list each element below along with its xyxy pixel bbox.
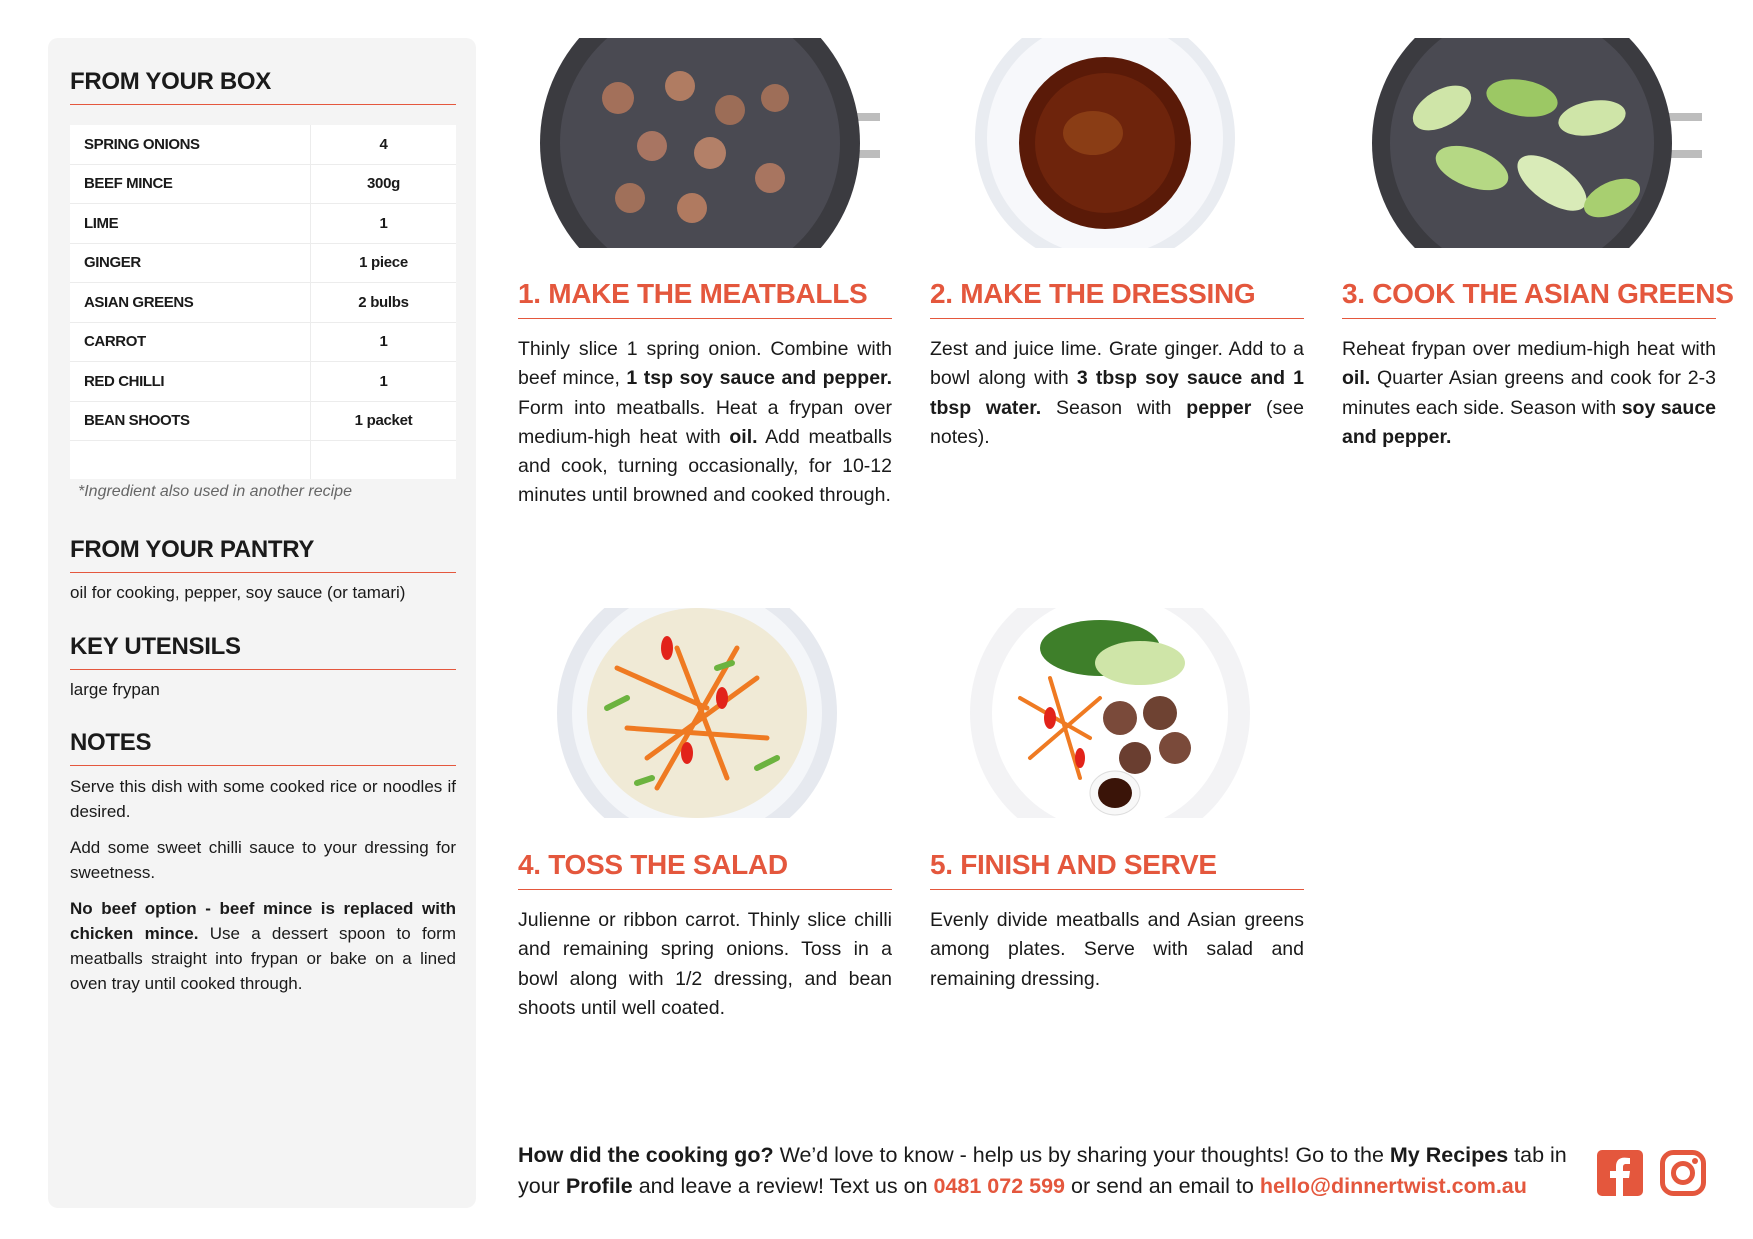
pantry-text: oil for cooking, pepper, soy sauce (or tamari) — [70, 583, 406, 602]
ingredient-qty: 1 packet — [310, 402, 456, 441]
asian-greens-frypan-photo — [1372, 38, 1702, 248]
step-text: Thinly slice 1 spring onion. Combine with beef mince, — [518, 338, 892, 390]
facebook-icon[interactable] — [1597, 1150, 1643, 1196]
profile-text: Profile — [565, 1174, 633, 1198]
ingredient-name: LIME — [84, 214, 119, 232]
step-text: Zest and juice lime. Grate ginger. Add to a bowl along with — [930, 338, 1304, 390]
meatballs-frypan-photo — [540, 38, 880, 248]
my-recipes-text: My Recipes — [1389, 1143, 1509, 1167]
step-3-title: 3. COOK THE ASIAN GREENS — [1342, 278, 1716, 319]
step-text-bold: soy sauce and pepper. — [1342, 396, 1717, 448]
note — [70, 896, 456, 996]
note: Add some sweet chilli sauce to your dressing for sweetness. — [70, 838, 456, 882]
step-5-text: Evenly divide meatballs and Asian greens among plates. Serve with salad and remaining dressing. — [930, 909, 1304, 990]
step-text: Reheat frypan over medium-high heat with — [1342, 338, 1716, 360]
note-text: Use a dessert spoon to form meatballs straight into frypan or bake on a lined oven tray until cooked through. — [70, 924, 456, 993]
utensils-text: large frypan — [70, 680, 160, 699]
step-text-bold: pepper — [1186, 396, 1252, 419]
table-row — [70, 204, 456, 244]
table-row — [70, 244, 456, 284]
finished-plate-photo — [970, 608, 1250, 818]
step-3-text — [1342, 335, 1716, 452]
step-2-title: 2. MAKE THE DRESSING — [930, 278, 1304, 319]
ingredients-sidebar — [48, 38, 476, 1208]
from-your-box-heading: FROM YOUR BOX — [70, 68, 456, 105]
ingredient-qty: 1 — [310, 323, 456, 362]
note: Serve this dish with some cooked rice or noodles if desired. — [70, 777, 456, 821]
instagram-icon[interactable] — [1660, 1150, 1706, 1196]
step-text-bold: 1 tsp soy sauce and pepper. — [626, 367, 892, 390]
step-2-text — [930, 335, 1304, 452]
ingredients-table — [70, 125, 456, 479]
table-row — [70, 323, 456, 363]
table-row — [70, 165, 456, 205]
step-text: Add meatballs and cook, turning occasionally, for 10-12 minutes until browned and cooked through. — [518, 425, 892, 507]
notes-heading: NOTES — [70, 729, 456, 766]
step-1-text — [518, 335, 892, 511]
ingredient-footnote: *Ingredient also used in another recipe — [78, 483, 352, 500]
ingredient-name: SPRING ONIONS — [84, 135, 200, 153]
ingredient-name: BEEF MINCE — [84, 175, 173, 193]
step-text: Season with — [1041, 396, 1187, 419]
footer-text: and leave a review! Text us on — [632, 1174, 934, 1198]
ingredient-name: BEAN SHOOTS — [84, 412, 190, 430]
ingredient-name: ASIAN GREENS — [84, 293, 194, 311]
table-row — [70, 402, 456, 442]
ingredient-qty: 1 — [310, 362, 456, 401]
table-row — [70, 283, 456, 323]
footer-bold: How did the cooking go? — [518, 1143, 774, 1167]
step-text: (see notes). — [930, 396, 1304, 448]
from-your-pantry-heading: FROM YOUR PANTRY — [70, 536, 456, 573]
footer-text: tab in your — [518, 1143, 1567, 1198]
phone-link[interactable]: 0481 072 599 — [933, 1174, 1066, 1198]
step-1-title: 1. MAKE THE MEATBALLS — [518, 278, 892, 319]
step-text: Quarter Asian greens and cook for 2-3 minutes each side. Season with — [1342, 367, 1716, 419]
ingredient-qty: 2 bulbs — [310, 283, 456, 322]
salad-bowl-photo — [557, 608, 837, 818]
review-footer — [518, 1140, 1578, 1202]
step-text-bold: 3 tbsp soy sauce and 1 tbsp water. — [930, 367, 1304, 419]
dressing-bowl-photo — [975, 38, 1235, 248]
note-bold: No beef option - beef mince is replaced with chicken mince. — [70, 899, 456, 943]
ingredient-name: CARROT — [84, 333, 146, 351]
ingredient-qty: 300g — [310, 165, 456, 204]
step-text: Form into meatballs. Heat a frypan over medium-high heat with — [518, 396, 892, 448]
footer-text: We’d love to know - help us by sharing your thoughts! Go to the — [773, 1143, 1390, 1167]
ingredient-qty: 1 — [310, 204, 456, 243]
table-row-empty — [70, 441, 456, 479]
ingredient-name: RED CHILLI — [84, 372, 165, 390]
footer-text: or send an email to — [1065, 1174, 1260, 1198]
key-utensils-heading: KEY UTENSILS — [70, 633, 456, 670]
step-text-bold: oil. — [1342, 367, 1371, 390]
ingredient-qty: 1 piece — [310, 244, 456, 283]
step-4-text: Julienne or ribbon carrot. Thinly slice chilli and remaining spring onions. Toss in a bowl along with 1/2 dressing, and bean shoots until well coated. — [518, 909, 892, 1019]
table-row — [70, 125, 456, 165]
ingredient-qty: 4 — [310, 125, 456, 164]
step-5-title: 5. FINISH AND SERVE — [930, 849, 1304, 890]
ingredient-name: GINGER — [84, 254, 141, 272]
step-4-title: 4. TOSS THE SALAD — [518, 849, 892, 890]
email-link[interactable]: hello@dinnertwist.com.au — [1259, 1174, 1527, 1198]
table-row — [70, 362, 456, 402]
step-text-bold: oil. — [729, 425, 758, 448]
notes-text — [70, 774, 456, 1007]
empty-cell — [310, 441, 456, 479]
